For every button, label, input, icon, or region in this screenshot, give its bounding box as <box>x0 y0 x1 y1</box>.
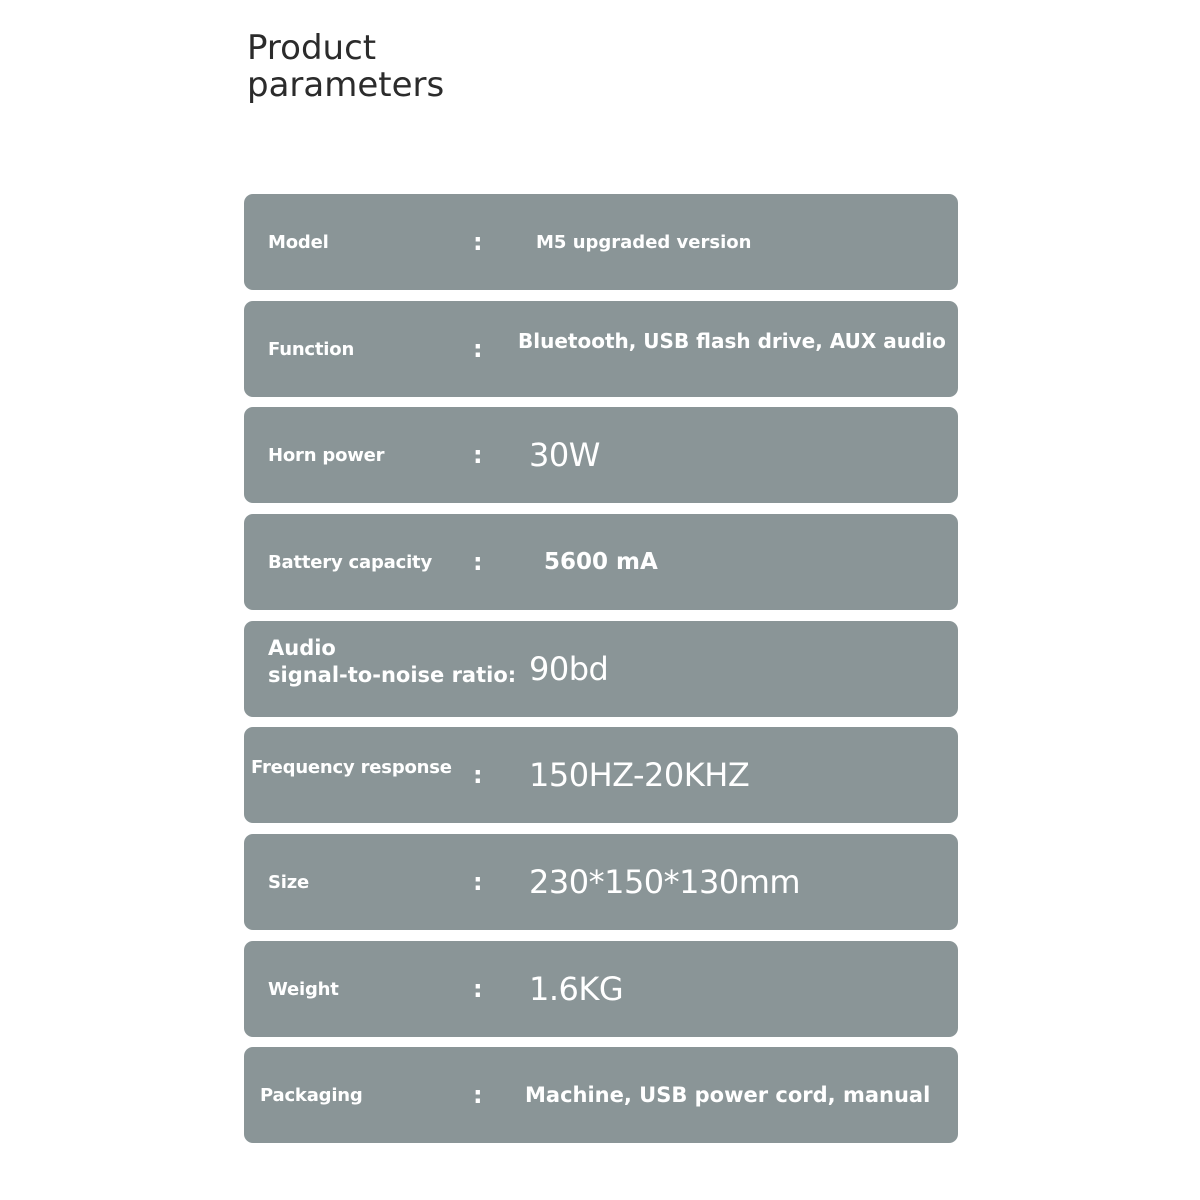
param-row-battery-capacity <box>244 514 958 610</box>
param-colon: : <box>473 1081 483 1109</box>
param-row-frequency-response <box>244 727 958 823</box>
param-value: 30W <box>529 436 600 474</box>
param-colon: : <box>473 761 483 789</box>
param-label: Function <box>268 338 355 360</box>
param-colon: : <box>473 975 483 1003</box>
param-row-packaging <box>244 1047 958 1143</box>
param-label: Packaging <box>260 1084 363 1106</box>
param-value: 1.6KG <box>529 970 624 1008</box>
param-value: 150HZ-20KHZ <box>529 756 750 794</box>
param-value: Machine, USB power cord, manual <box>525 1083 931 1107</box>
param-label: Model <box>268 231 329 253</box>
page-title-line-2: parameters <box>247 65 445 105</box>
param-label-line-1: Audio <box>268 636 336 660</box>
param-label: Frequency response <box>251 756 452 778</box>
param-colon: : <box>473 548 483 576</box>
param-colon: : <box>473 228 483 256</box>
param-value: Bluetooth, USB flash drive, AUX audio <box>518 329 946 353</box>
param-label: Weight <box>268 978 339 1000</box>
page-title <box>247 30 647 104</box>
param-label: Horn power <box>268 444 385 466</box>
param-row-weight <box>244 941 958 1037</box>
param-colon: : <box>473 441 483 469</box>
param-row-horn-power <box>244 407 958 503</box>
param-row-model <box>244 194 958 290</box>
param-colon: : <box>473 868 483 896</box>
param-value: 5600 mA <box>544 549 658 575</box>
param-label <box>268 635 516 689</box>
param-value: M5 upgraded version <box>536 231 752 253</box>
page-title-line-1: Product <box>247 28 377 68</box>
param-row-function <box>244 301 958 397</box>
param-row-size <box>244 834 958 930</box>
param-row-snr <box>244 621 958 717</box>
param-value: 90bd <box>529 650 609 688</box>
param-label: Battery capacity <box>268 551 432 573</box>
param-label-line-2: signal-to-noise ratio: <box>268 663 517 687</box>
param-label: Size <box>268 871 310 893</box>
param-colon: : <box>473 335 483 363</box>
param-value: 230*150*130mm <box>529 863 801 901</box>
